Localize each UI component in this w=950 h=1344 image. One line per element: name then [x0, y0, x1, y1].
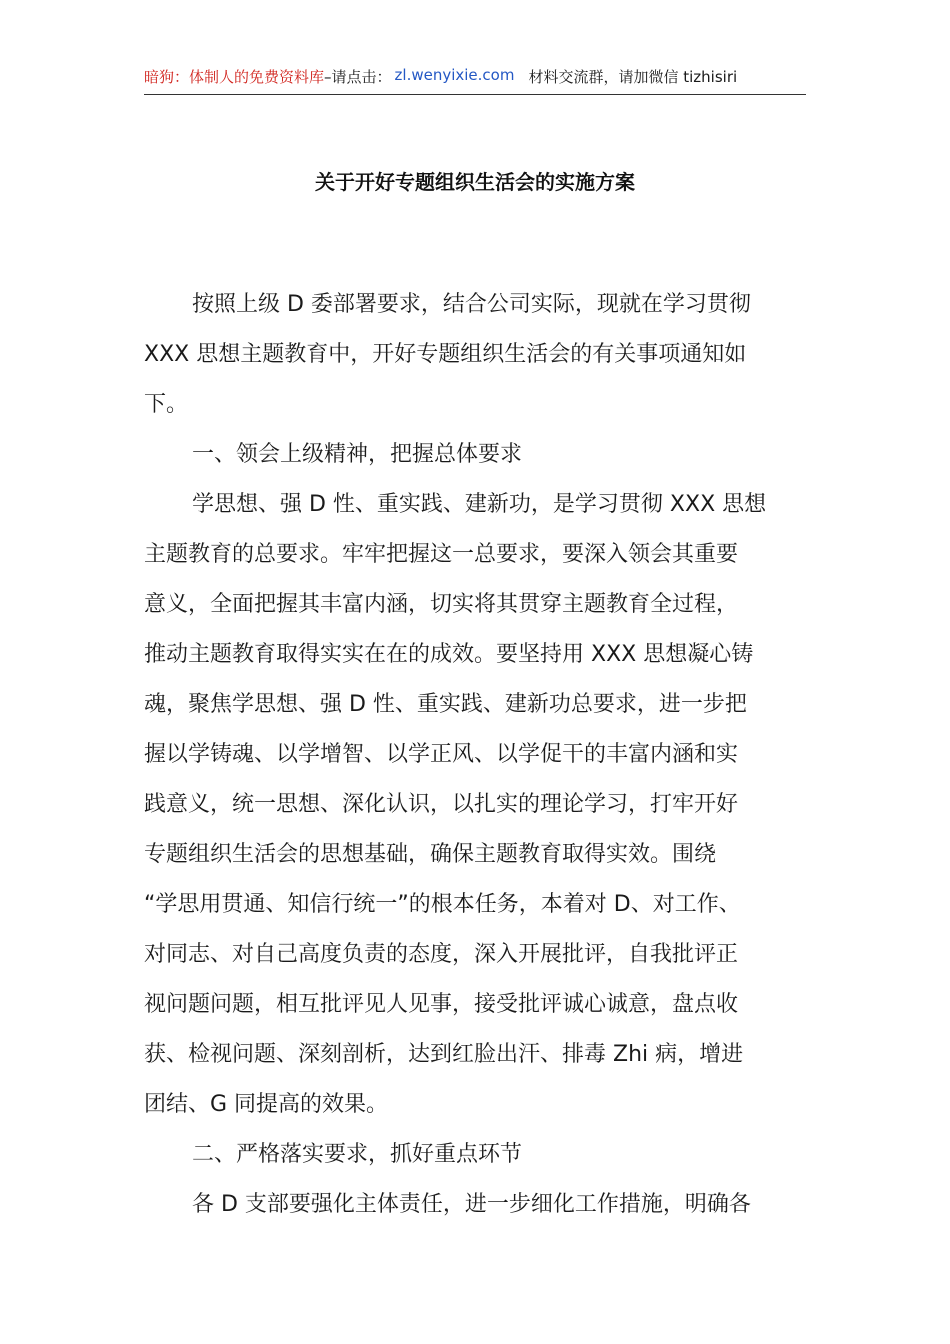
- body-line: 握以学铸魂、以学增智、以学正风、以学促干的丰富内涵和实: [144, 742, 739, 767]
- body-line: 专题组织生活会的思想基础，确保主题教育取得实效。围绕: [144, 842, 717, 867]
- section-heading-2: 二、严格落实要求，抓好重点环节: [192, 1142, 523, 1167]
- document-body: [144, 280, 808, 1230]
- body-line: 推动主题教育取得实实在在的成效。要坚持用 XXX 思想凝心铸: [144, 642, 754, 667]
- body-line: 获、检视问题、深刻剖析，达到红脸出汗、排毒 Zhi 病，增进: [144, 1042, 744, 1067]
- body-line: 意义，全面把握其丰富内涵，切实将其贯穿主题教育全过程，: [144, 592, 739, 617]
- body-line: XXX 思想主题教育中，开好专题组织生活会的有关事项通知如: [144, 342, 747, 367]
- body-line: 主题教育的总要求。牢牢把握这一总要求，要深入领会其重要: [144, 542, 739, 567]
- body-line: 践意义，统一思想、深化认识，以扎实的理论学习，打牢开好: [144, 792, 739, 817]
- body-line: “学思用贯通、知信行统一”的根本任务，本着对 D、对工作、: [144, 892, 741, 917]
- page-header: [144, 66, 806, 95]
- document-title: 关于开好专题组织生活会的实施方案: [315, 170, 635, 194]
- body-line: 对同志、对自己高度负责的态度，深入开展批评，自我批评正: [144, 942, 739, 967]
- body-line: 学思想、强 D 性、重实践、建新功，是学习贯彻 XXX 思想: [192, 492, 767, 517]
- body-line: 各 D 支部要强化主体责任，进一步细化工作措施，明确各: [192, 1192, 751, 1217]
- header-contact: 材料交流群，请加微信 tizhisiri: [528, 68, 738, 86]
- header-brand: 暗狗：体制人的免费资料库: [144, 68, 325, 86]
- section-heading-1: 一、领会上级精神，把握总体要求: [192, 442, 523, 467]
- body-line: 按照上级 D 委部署要求，结合公司实际，现就在学习贯彻: [192, 292, 751, 317]
- header-separator: –请点击：: [324, 68, 392, 86]
- body-line: 视问题问题，相互批评见人见事，接受批评诚心诚意，盘点收: [144, 992, 739, 1017]
- body-line: 魂，聚焦学思想、强 D 性、重实践、建新功总要求，进一步把: [144, 692, 747, 717]
- body-line: 团结、G 同提高的效果。: [144, 1092, 389, 1117]
- body-line: 下。: [144, 392, 189, 417]
- header-link[interactable]: zl.wenyixie.com: [394, 66, 515, 84]
